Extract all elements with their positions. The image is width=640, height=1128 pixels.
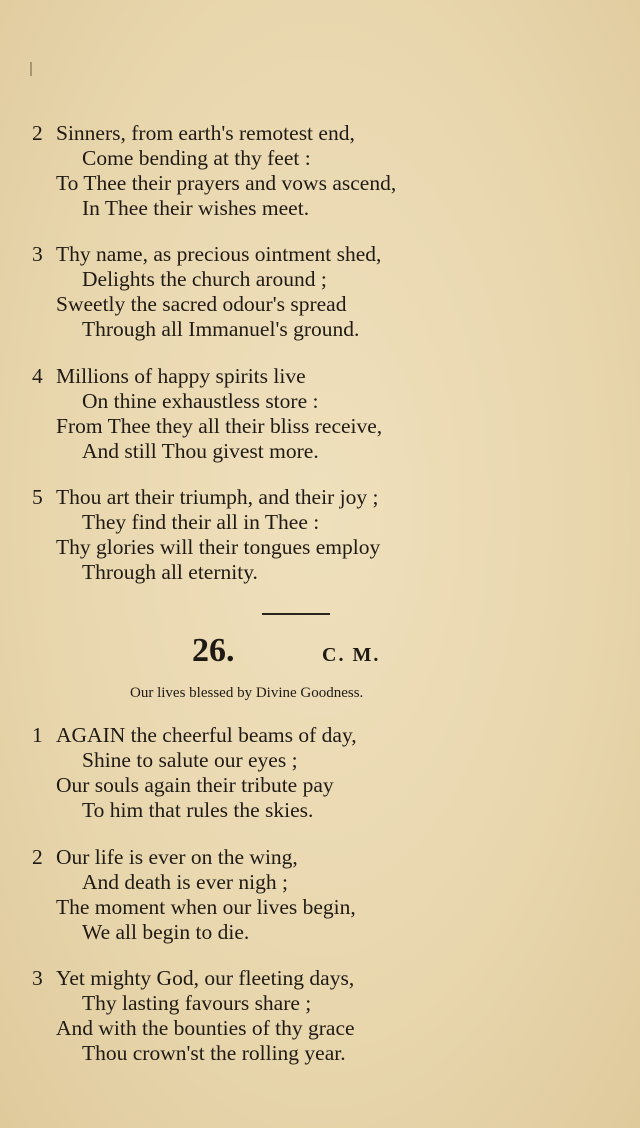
stanza-number: 4 — [32, 364, 43, 388]
stanza-number: 3 — [32, 966, 43, 990]
stanza-number: 3 — [32, 242, 43, 266]
hymn-number: 26. — [192, 632, 235, 669]
verse-line: Sweetly the sacred odour's spread — [56, 292, 347, 316]
verse-line: From Thee they all their bliss receive, — [56, 414, 383, 438]
verse-line: Thou crown'st the rolling year. — [82, 1041, 346, 1065]
verse-line: On thine exhaustless store : — [82, 389, 319, 413]
verse-line: And with the bounties of thy grace — [56, 1016, 355, 1040]
hymn-title: Our lives blessed by Divine Goodness. — [130, 685, 364, 701]
verse-line: Thou art their triumph, and their joy ; — [56, 485, 379, 509]
verse-line: Through all eternity. — [82, 560, 258, 584]
verse-line: To him that rules the skies. — [82, 798, 314, 822]
stanza-number: 2 — [32, 121, 43, 145]
stanza-2-hymn-26 — [32, 845, 472, 945]
verse-line: Yet mighty God, our fleeting days, — [56, 966, 355, 990]
stanza-5-top — [32, 485, 472, 585]
verse-line: Our life is ever on the wing, — [56, 845, 298, 869]
page-mark — [30, 62, 32, 76]
stanza-2-top — [32, 121, 472, 221]
verse-line: Thy glories will their tongues employ — [56, 535, 381, 559]
verse-line: Shine to salute our eyes ; — [82, 748, 298, 772]
verse-line: Delights the church around ; — [82, 267, 327, 291]
verse-line: To Thee their prayers and vows ascend, — [56, 171, 397, 195]
stanza-number: 1 — [32, 723, 43, 747]
stanza-4-top — [32, 364, 472, 464]
verse-line: And still Thou givest more. — [82, 439, 319, 463]
verse-line: Come bending at thy feet : — [82, 146, 311, 170]
stanza-number: 5 — [32, 485, 43, 509]
verse-line: The moment when our lives begin, — [56, 895, 356, 919]
stanza-3-hymn-26 — [32, 966, 472, 1066]
verse-line: Thy lasting favours share ; — [82, 991, 312, 1015]
stanza-3-top — [32, 242, 472, 342]
verse-line: They find their all in Thee : — [82, 510, 320, 534]
verse-line: And death is ever nigh ; — [82, 870, 288, 894]
hymn-meter: C. M. — [322, 644, 381, 666]
verse-line: Sinners, from earth's remotest end, — [56, 121, 355, 145]
verse-line: Thy name, as precious ointment shed, — [56, 242, 382, 266]
stanza-number: 2 — [32, 845, 43, 869]
section-divider — [262, 613, 330, 615]
verse-line: In Thee their wishes meet. — [82, 196, 310, 220]
verse-line: Through all Immanuel's ground. — [82, 317, 360, 341]
verse-line: AGAIN the cheerful beams of day, — [56, 723, 357, 747]
verse-line: Millions of happy spirits live — [56, 364, 306, 388]
stanza-1-hymn-26 — [32, 723, 472, 823]
verse-line: We all begin to die. — [82, 920, 250, 944]
verse-line: Our souls again their tribute pay — [56, 773, 334, 797]
